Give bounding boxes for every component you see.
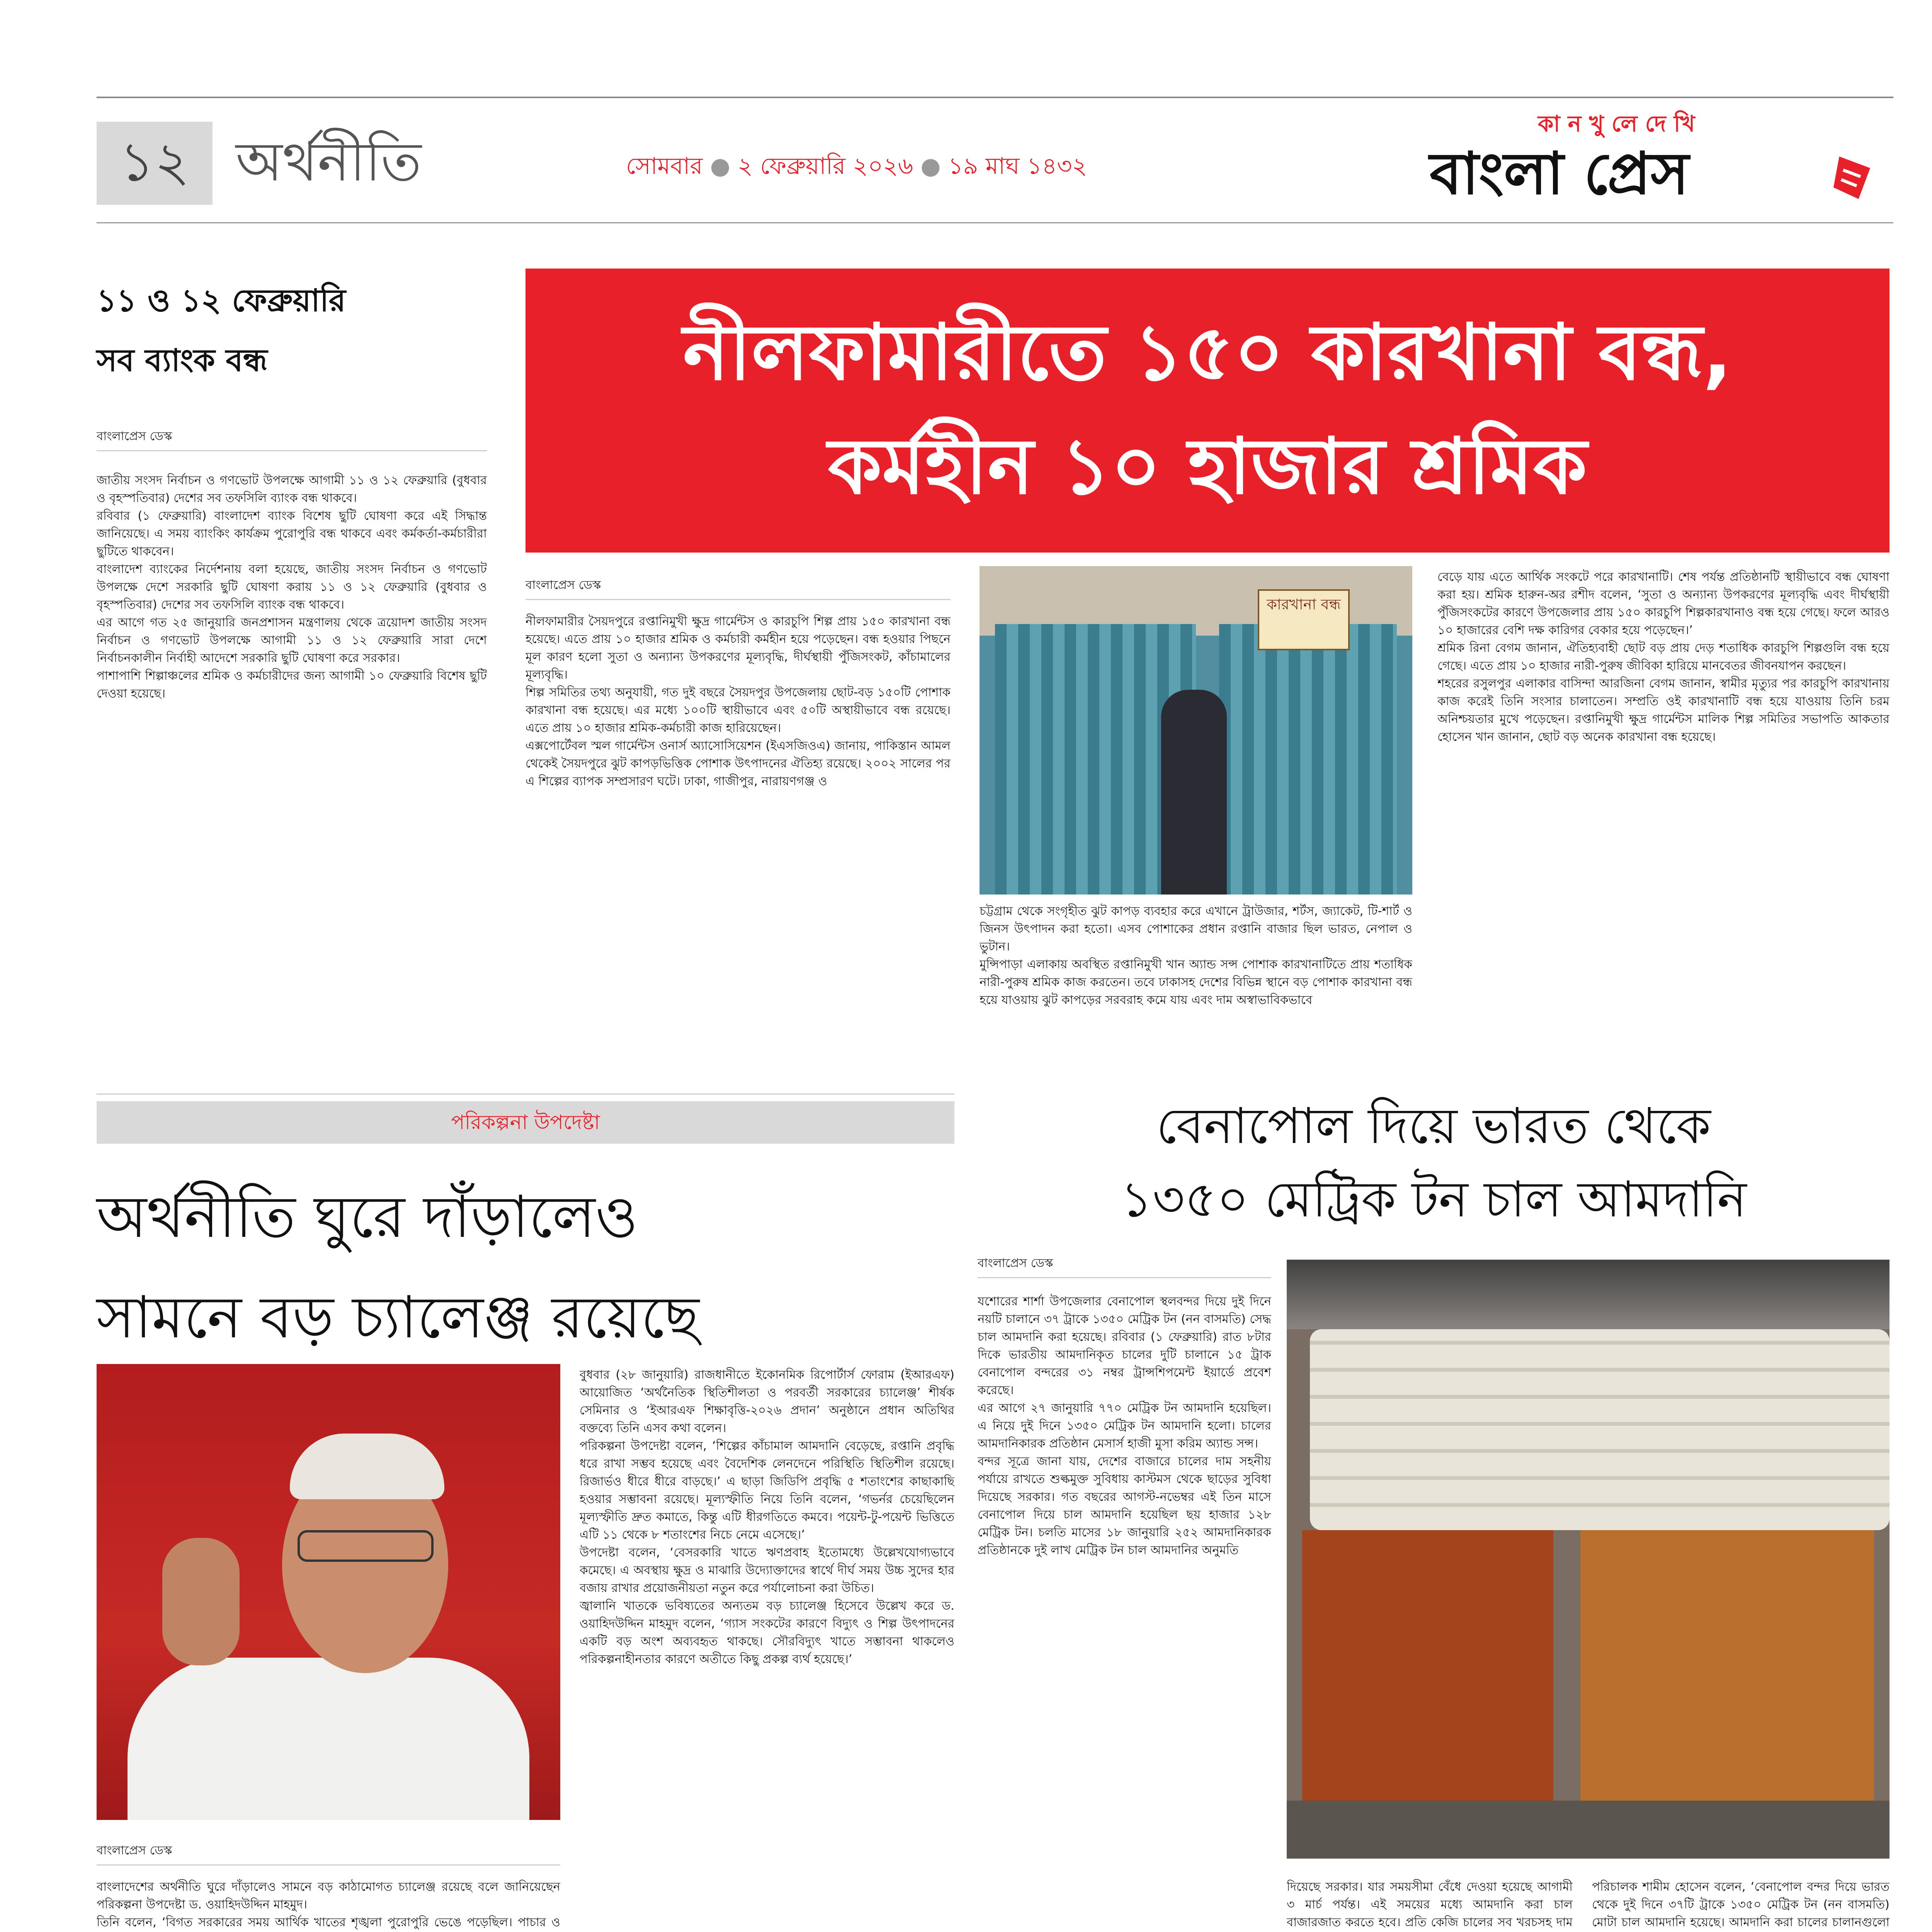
photo-roof	[1287, 1260, 1889, 1329]
rice-credit-rule	[978, 1277, 1271, 1278]
section-name: অর্থনীতি	[236, 131, 422, 194]
page-number: ১২	[119, 131, 190, 194]
photo-gate-right	[1219, 624, 1397, 895]
logo-name: বাংলা প্রেস	[1430, 140, 1689, 207]
lead-headline: নীলফামারীতে ১৫০ কারখানা বন্ধ, কর্মহীন ১০ হাজার শ্রমিক	[683, 308, 1732, 512]
dateline-separator: ●	[920, 153, 948, 180]
dateline-bangla-date: ১৯ মাঘ ১৪৩২	[948, 153, 1087, 180]
advisor-headline: অর্থনীতি ঘুরে দাঁড়ালেও সামনে বড় চ্যালেঞ্জ রয়েছে	[97, 1184, 699, 1351]
lead-body-col1: নীলফামারীর সৈয়দপুরে রপ্তানিমুখী ক্ষুদ্র গার্মেন্টস ও কারচুপি শিল্প প্রায় ১৫০ কারখানা বন্ধ হয়েছে। এতে প্রায় ১০ হাজার শ্রমিক ও কর্মচারী কর্মহীন হয়ে পড়েছেন। বন্ধ হওয়ার পিছনে মূল কারণ হলো সুতা ও অন্যান্য উপকরণের মূল্যবৃদ্ধি, দীর্ঘস্থায়ী পুঁজিসংকট, কাঁচামালের মূল্যবৃদ্ধি। শিল্প সমিতির তথ্য অনুযায়ী, গত দুই বছরে সৈয়দপুর উপজেলায় ছোট-বড় ১৫০টি পোশাক কারখানা বন্ধ হয়েছে। এর মধ্যে ১০০টি স্থায়ীভাবে এবং ৫০টি অস্থায়ীভাবে বন্ধ রয়েছে। এতে প্রায় ১০ হাজার শ্রমিক-কর্মচারী কাজ হারিয়েছেন। এক্সপোর্টেবল স্মল গার্মেন্টস ওনার্স অ্যাসোসিয়েশন (ইএসজিওএ) জানায়, পাকিস্তান আমল থেকেই সৈয়দপুরে ঝুট কাপড়ভিত্তিক পোশাক উৎপাদনের ঐতিহ্য রয়েছে। ২০০২ সালের পর এ শিল্পের ব্যাপক সম্প্রসারণ ঘটে। ঢাকা, গাজীপুর, নারায়ণগঞ্জ ও	[526, 614, 951, 788]
advisor-top-rule	[97, 1094, 954, 1095]
rice-body-col2: দিয়েছে সরকার। যার সময়সীমা বেঁধে দেওয়া হয়েছে আগামী ৩ মার্চ পর্যন্ত। এই সময়ের মধ্যে আমদানি করা চাল বাজারজাত করতে হবে। প্রতি কেজি চালের সব খরচসহ দাম	[1287, 1880, 1573, 1929]
advisor-credit-rule	[97, 1864, 560, 1866]
lead-credit-rule	[526, 599, 951, 600]
bank-headline: ১১ ও ১২ ফেব্রুয়ারি সব ব্যাংক বন্ধ	[97, 282, 346, 378]
portrait-body	[128, 1658, 529, 1820]
photo-rice-sacks	[1310, 1329, 1889, 1530]
logo-tagline: কা ন খু লে দে খি	[1538, 111, 1695, 137]
top-rule	[97, 97, 1893, 98]
bank-credit-rule	[97, 450, 487, 451]
lead-credit: বাংলাপ্রেস ডেস্ক	[526, 578, 601, 592]
photo-ground	[1287, 1801, 1889, 1859]
dateline	[626, 151, 1360, 182]
rice-headline: বেনাপোল দিয়ে ভারত থেকে ১৩৫০ মেট্রিক টন চাল আমদানি	[1120, 1097, 1747, 1228]
rice-body-col3: পরিচালক শামীম হোসেন বলেন, ‘বেনাপোল বন্দর দিয়ে ভারত থেকে দুই দিনে ৩৭টি ট্রাকে ১৩৫০ মেট্রিক টন (নন বাসমতি) মোটা চাল আমদানি হয়েছে। আমদানি করা চালের চালানগুলো	[1592, 1880, 1889, 1929]
rice-trucks-photo	[1287, 1260, 1889, 1859]
advisor-body-left: বাংলাদেশের অর্থনীতি ঘুরে দাঁড়ালেও সামনে বড় কাঠামোগত চ্যালেঞ্জ রয়েছে বলে জানিয়েছেন পরিকল্পনা উপদেষ্টা ড. ওয়াহিদউদ্দিন মাহমুদ। তিনি বলেন, ‘বিগত সরকারের সময় আর্থিক খাতের শৃঙ্খলা পুরোপুরি ভেঙে পড়েছিল। পাচার ও	[97, 1880, 560, 1929]
lead-body-col2: চট্টগ্রাম থেকে সংগৃহীত ঝুট কাপড় ব্যবহার করে এখানে ট্রাউজার, শর্টস, জ্যাকেট, টি-শার্ট ও জিনস উৎপাদন করা হতো। এসব পোশাকের প্রধান রপ্তানি বাজার ছিল ভারত, নেপাল ও ভুটান। মুন্সিপাড়া এলাকায় অবস্থিত রপ্তানিমুখী খান অ্যান্ড সন্স পোশাক কারখানাটিতে প্রায় শতাধিক নারী-পুরুষ শ্রমিক কাজ করতেন। তবে ঢাকাসহ দেশের বিভিন্ন স্থানে বড় পোশাক কারখানা বন্ধ হয়ে যাওয়ায় ঝুট কাপড়ের সরবরাহ কমে যায় এবং দাম অস্বাভাবিকভাবে	[980, 904, 1412, 1007]
factory-gate-photo	[980, 566, 1412, 895]
portrait-glasses	[298, 1530, 434, 1562]
lead-body-col3: বেড়ে যায় এতে আর্থিক সংকটে পরে কারখানাটি। শেষ পর্যন্ত প্রতিষ্ঠানটি স্থায়ীভাবে বন্ধ ঘোষণা করা হয়। শ্রমিক হারুন-অর রশীদ বলেন, ‘সুতা ও অন্যান্য উপকরণের মূল্যবৃদ্ধি এবং দীর্ঘস্থায়ী পুঁজিসংকটের কারণে উপজেলার প্রায় ১৫০ কারচুপি শিল্পকারখানাও বন্ধ হয়ে গেছে। ফলে আরও ১০ হাজারের বেশি দক্ষ কারিগর বেকার হয়ে পড়েছেন।’ শ্রমিক রিনা বেগম জানান, ঐতিহ্যবাহী ছোট বড় প্রায় দেড় শতাধিক কারচুপি শিল্পগুলি বন্ধ হয়ে গেছে। এতে প্রায় ১০ হাজার নারী-পুরুষ জীবিকা হারিয়ে মানবেতর জীবনযাপন করছেন। শহরের রসুলপুর এলাকার বাসিন্দা আরজিনা বেগম জানান, স্বামীর মৃত্যুর পর কারচুপি কারখানায় কাজ করেই তিনি সংসার চালাতেন। সম্প্রতি ওই কারখানাটি বন্ধ হয়ে যাওয়ায় তিনি চরম অনিশ্চয়তার মুখে পড়েছেন। রপ্তানিমুখী ক্ষুদ্র গার্মেন্টস মালিক শিল্প সমিতির সভাপতি আকতার হোসেন খান জানান, ছোট বড় অনেক কারখানা বন্ধ হয়েছে।	[1437, 570, 1889, 744]
photo-truck-left	[1302, 1530, 1553, 1801]
rice-credit: বাংলাপ্রেস ডেস্ক	[978, 1256, 1053, 1270]
bank-credit: বাংলাপ্রেস ডেস্ক	[97, 429, 172, 443]
advisor-body-right: বুধবার (২৮ জানুয়ারি) রাজধানীতে ইকোনমিক রিপোর্টার্স ফোরাম (ইআরএফ) আয়োজিত ‘অর্থনৈতিক স্থিতিশীলতা ও পরবর্তী সরকারের চ্যালেঞ্জ’ শীর্ষক সেমিনার ও ‘ইআরএফ শিক্ষাবৃত্তি-২০২৬ প্রদান’ অনুষ্ঠানে প্রধান অতিথির বক্তব্যে তিনি এসব কথা বলেন। পরিকল্পনা উপদেষ্টা বলেন, ‘শিল্পের কাঁচামাল আমদানি বেড়েছে, রপ্তানি প্রবৃদ্ধি ধরে রাখা সম্ভব হয়েছে এবং বৈদেশিক লেনদেনে পরিস্থিতি স্থিতিশীল রয়েছে। রিজার্ভও ধীরে ধীরে বাড়ছে।’ এ ছাড়া জিডিপি প্রবৃদ্ধি ৫ শতাংশের কাছাকাছি হওয়ার সম্ভাবনা রয়েছে। মূল্যস্ফীতি নিয়ে তিনি বলেন, ‘গভর্নর চেয়েছিলেন মূল্যস্ফীতি দ্রুত কমাতে, কিন্তু এটি ধীরগতিতে কমবে। পয়েন্ট-টু-পয়েন্ট ভিত্তিতে এটি ১১ থেকে ৮ শতাংশের নিচে নেমে এসেছে।’ উপদেষ্টা বলেন, ‘বেসরকারি খাতে ঋণপ্রবাহ ইতোমধ্যে উল্লেখযোগ্যভাবে কমেছে। এ অবস্থায় ক্ষুদ্র ও মাঝারি উদ্যোক্তাদের স্বার্থে দীর্ঘ সময় উচ্চ সুদের হার বজায় রাখার প্রয়োজনীয়তা নতুন করে পর্যালোচনা করা উচিত। জ্বালানি খাতকে ভবিষ্যতের অন্যতম বড় চ্যালেঞ্জ হিসেবে উল্লেখ করে ড. ওয়াহিদউদ্দিন মাহমুদ বলেন, ‘গ্যাস সংকটের কারণে বিদ্যুৎ ও শিল্প উৎপাদনের একটি বড় অংশ অব্যবহৃত থাকছে। সৌরবিদ্যুৎ খাতে সম্ভাবনা থাকলেও পরিকল্পনাহীনতার কারণে অতীতে কিছু প্রকল্প ব্যর্থ হয়েছে।’	[580, 1368, 954, 1666]
portrait-hand	[162, 1538, 240, 1665]
bank-body: জাতীয় সংসদ নির্বাচন ও গণভোট উপলক্ষে আগামী ১১ ও ১২ ফেব্রুয়ারি (বুধবার ও বৃহস্পতিবার) দেশের সব তফসিলি ব্যাংক বন্ধ থাকবে। রবিবার (১ ফেব্রুয়ারি) বাংলাদেশ ব্যাংক বিশেষ ছুটি ঘোষণা করে এই সিদ্ধান্ত জানিয়েছে। এ সময় ব্যাংকিং কার্যক্রম পুরোপুরি বন্ধ থাকবে এবং কর্মকর্তা-কর্মচারীরা ছুটিতে থাকবেন। বাংলাদেশ ব্যাংকের নির্দেশনায় বলা হয়েছে, জাতীয় সংসদ নির্বাচন ও গণভোট উপলক্ষে দেশে সরকারি ছুটি ঘোষণা করায় ১১ ও ১২ ফেব্রুয়ারি (বুধবার ও বৃহস্পতিবার) দেশের সব তফসিলি ব্যাংক বন্ধ থাকবে। এর আগে গত ২৫ জানুয়ারি জনপ্রশাসন মন্ত্রণালয় থেকে ত্রয়োদশ জাতীয় সংসদ নির্বাচন ও গণভোট উপলক্ষে আগামী ১১ ও ১২ ফেব্রুয়ারি সারা দেশে নির্বাচনকালীন নির্বাহী আদেশে সরকারি ছুটি ঘোষণা করে সরকার। পাশাপাশি শিল্পাঞ্চলের শ্রমিক ও কর্মচারীদের জন্য আগামী ১০ ফেব্রুয়ারি বিশেষ ছুটি দেওয়া হয়েছে।	[97, 473, 487, 701]
advisor-kicker: পরিকল্পনা উপদেষ্টা	[451, 1111, 600, 1134]
rice-body-col1: যশোরের শার্শা উপজেলার বেনাপোল স্থলবন্দর দিয়ে দুই দিনে নয়টি চালানে ৩৭ ট্রাকে ১৩৫০ মেট্রিক টন (নন বাসমতি) সেদ্ধ চাল আমদানি করা হয়েছে। রবিবার (১ ফেব্রুয়ারি) রাত ৮টার দিকে ভারতীয় আমদানিকৃত চালের দুটি চালানে ১৫ ট্রাক বেনাপোল বন্দরের ৩১ নম্বর ট্রান্সশিপমেন্ট ইয়ার্ডে প্রবেশ করেছে। এর আগে ২৭ জানুয়ারি ৭৭০ মেট্রিক টন আমদানি হয়েছিল। এ নিয়ে দুই দিনে ১৩৫০ মেট্রিক টন আমদানি হলো। চালের আমদানিকারক প্রতিষ্ঠান মেসার্স হাজী মুসা করিম অ্যান্ড সন্স। বন্দর সূত্রে জানা যায়, দেশের বাজারে চালের দাম সহনীয় পর্যায়ে রাখতে শুল্কমুক্ত সুবিধায় কাস্টমস থেকে ছাড়ের সুবিধা দিয়েছে সরকার। গত বছরের আগস্ট-নভেম্বর এই তিন মাসে বেনাপোল দিয়ে চাল আমদানি হয়েছিল ছয় হাজার ১২৮ মেট্রিক টন। চলতি মাসের ১৮ জানুয়ারি ২৫২ আমদানিকারক প্রতিষ্ঠানকে দুই লাখ মেট্রিক টন চাল আমদানির অনুমতি	[978, 1294, 1271, 1557]
masthead-logo	[1430, 108, 1893, 216]
dateline-day: সোমবার	[626, 153, 703, 180]
photo-person	[1161, 690, 1227, 895]
masthead-rule	[97, 222, 1893, 223]
logo-pen-icon	[1832, 153, 1874, 203]
dateline-separator: ●	[710, 153, 738, 180]
photo-sign: কারখানা বন্ধ	[1258, 589, 1350, 650]
advisor-credit: বাংলাপ্রেস ডেস্ক	[97, 1844, 172, 1857]
photo-truck-right	[1580, 1530, 1874, 1801]
portrait-hair	[290, 1434, 444, 1499]
dateline-date: ২ ফেব্রুয়ারি ২০২৬	[738, 153, 913, 180]
advisor-portrait-photo	[97, 1364, 560, 1820]
